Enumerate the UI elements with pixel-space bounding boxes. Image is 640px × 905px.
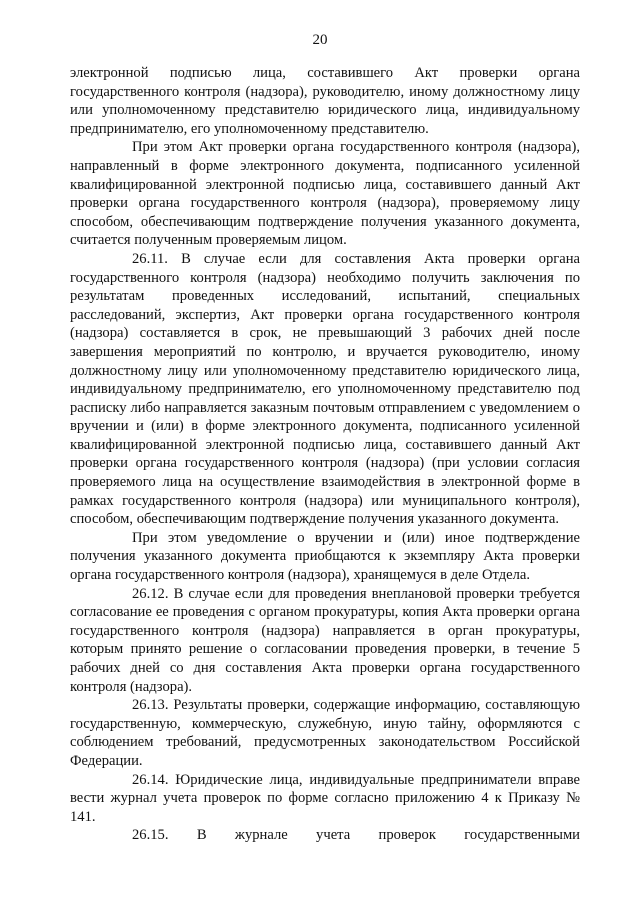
paragraph-3: 26.11. В случае если для составления Акта проверки органа государственного контроля (надзора) необходимо получить заключения по результатам проведенных исследований, испытаний, специальных расследований, экспертиз, Акт проверки органа государственного контроля (надзора) составляется в срок, не превышающий 3 рабочих дней после завершения мероприятий по контролю, и вручается руководителю, иному должностному лицу или уполномоченному представителю юридического лица, индивидуальному предпринимателю, его уполномоченному представителю под расписку либо направляется заказным почтовым отправлением с уведомлением о вручении и (или) в форме электронного документа, подписанного усиленной квалифицированной электронной подписью лица, составившего данный Акт проверки органа государственного контроля (надзора) (при условии согласия проверяемого лица на осуществление взаимодействия в электронной форме в рамках государственного контроля (надзора) или муниципального контроля), способом, обеспечивающим подтверждение получения указанного документа.	[70, 250, 580, 528]
paragraph-4: При этом уведомление о вручении и (или) иное подтверждение получения указанного документа приобщаются к экземпляру Акта проверки органа государственного контроля (надзора), хранящемуся в деле Отдела.	[70, 529, 580, 584]
paragraph-8-truncated: 26.15. В журнале учета проверок государственными	[132, 827, 580, 844]
paragraph-1: электронной подписью лица, составившего Акт проверки органа государственного контроля (надзора), руководителю, иному должностному лицу или уполномоченному представителю юридического лица, индивидуальному предпринимателю, его уполномоченному представителю.	[70, 65, 580, 137]
page-number: 20	[312, 32, 328, 48]
paragraph-6: 26.13. Результаты проверки, содержащие информацию, составляющую государственную, коммерческую, служебную, иную тайну, оформляются с соблюдением требований, предусмотренных законодательством Российской Федерации.	[70, 697, 580, 769]
paragraph-7: 26.14. Юридические лица, индивидуальные предприниматели вправе вести журнал учета проверок по форме согласно приложению 4 к Приказу № 141.	[70, 771, 580, 825]
document-body	[70, 64, 580, 845]
paragraph-5: 26.12. В случае если для проведения внеплановой проверки требуется согласование ее проведения с органом прокуратуры, копия Акта проверки органа государственного контроля (надзора) направляется в орган прокуратуры, которым принято решение о согласовании проведения проверки, в течение 5 рабочих дней со дня составления Акта проверки органа государственного контроля (надзора).	[70, 585, 580, 695]
paragraph-2: При этом Акт проверки органа государственного контроля (надзора), направленный в форме электронного документа, подписанного усиленной квалифицированной электронной подписью лица, составившего данный Акт проверки органа государственного контроля (надзора), проверяемому лицу способом, обеспечивающим подтверждение получения указанного документа, считается полученным проверяемым лицом.	[70, 139, 580, 249]
